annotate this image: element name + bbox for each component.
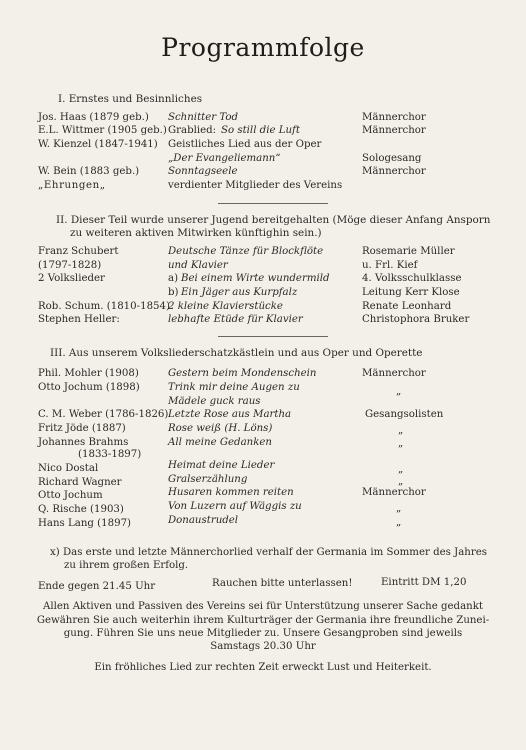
s3-title: Donaustrudel [168, 515, 239, 526]
s3-performer: Gesangsolisten [365, 409, 444, 420]
s3-composer: Hans Lang (1897) [38, 518, 132, 529]
appeal-line: Gewähren Sie auch weiterhin ihrem Kulturträger der Germania ihre freundliche Zunei- [36, 615, 490, 626]
s2-performer: Christophora Bruker [362, 314, 470, 325]
footnote-line1: x) Das erste und letzte Männerchorlied verhalf der Germania im Sommer des Jahres [50, 547, 487, 558]
s1-composer: E.L. Wittmer (1905 geb.) [38, 125, 167, 136]
s2-title: Ein Jäger aus Kurpfalz [181, 287, 298, 298]
ditto-mark: „ [398, 425, 404, 436]
s2-performer: Renate Leonhard [362, 301, 452, 312]
s3-title: Heimat deine Lieder [168, 460, 275, 471]
s3-composer: C. M. Weber (1786-1826) [38, 409, 169, 420]
end-time: Ende gegen 21.45 Uhr [38, 581, 156, 592]
s3-composer: Otto Jochum (1898) [38, 382, 140, 393]
s1-performer: Männerchor [362, 112, 426, 123]
s2-item-letter: a) [168, 273, 179, 284]
divider [218, 336, 328, 337]
s2-performer: Rosemarie Müller [362, 246, 455, 257]
footnote-line2: zu ihrem großen Erfolg. [64, 560, 189, 571]
s2-performer: 4. Volksschulklasse [362, 273, 462, 284]
s2-composer: Stephen Heller: [38, 314, 120, 325]
entry-price: Eintritt DM 1,20 [381, 577, 467, 588]
section2-heading-line2: zu weiteren aktiven Mitwirken künftighin sein.) [70, 227, 322, 239]
section3-heading: III. Aus unserem Volksliederschatzkästlein und aus Oper und Operette [50, 347, 423, 359]
s3-composer-dates: (1833-1897) [78, 449, 142, 460]
s1-title: Sonntagseele [168, 166, 238, 177]
s2-title: Bei einem Wirte wundermild [181, 273, 330, 284]
s3-title: Von Luzern auf Wäggis zu [168, 501, 302, 512]
s1-title-prefix: Grablied: [168, 125, 217, 136]
divider [218, 203, 328, 204]
s2-composer: Franz Schubert [38, 246, 119, 257]
ditto-mark: „ [398, 438, 404, 449]
s3-composer: Otto Jochum [38, 490, 103, 501]
s3-composer: Johannes Brahms [38, 437, 129, 448]
no-smoking-note: Rauchen bitte unterlassen! [212, 578, 353, 589]
s2-composer: Rob. Schum. (1810-1854) [38, 301, 170, 312]
s1-performer: Männerchor [362, 166, 426, 177]
s1-performer: Sologesang [362, 153, 422, 164]
s2-performer: Leitung Kerr Klose [362, 287, 460, 298]
s1-composer: Jos. Haas (1879 geb.) [38, 112, 149, 123]
s1-performer: Männerchor [362, 125, 426, 136]
ditto-mark: „ [398, 464, 404, 475]
s3-title: All meine Gedanken [168, 437, 272, 448]
section2-heading-line1: II. Dieser Teil wurde unserer Jugend bereitgehalten (Möge dieser Anfang Ansporn [56, 214, 491, 226]
s1-title: So still die Luft [221, 125, 300, 136]
s3-title: Letzte Rose aus Martha [168, 409, 292, 420]
s3-title: Trink mir deine Augen zu [168, 382, 300, 393]
s3-performer: Männerchor [362, 368, 426, 379]
s2-item-letter: b) [168, 287, 179, 298]
s3-composer: Fritz Jöde (1887) [38, 423, 126, 434]
s3-title: Gralserzählung [168, 474, 248, 485]
s2-composer: 2 Volkslieder [38, 273, 105, 284]
s2-title: lebhafte Etüde für Klavier [168, 314, 303, 325]
s3-performer: Männerchor [362, 487, 426, 498]
appeal-line: Allen Aktiven und Passiven des Vereins sei für Unterstützung unserer Sache gedankt [43, 601, 483, 612]
s3-title: Mädele guck raus [168, 396, 261, 407]
s2-title: Deutsche Tänze für Blockflöte [168, 246, 324, 257]
appeal-line: Samstags 20.30 Uhr [210, 641, 316, 652]
ditto-mark: „ [396, 386, 402, 397]
s3-composer: Nico Dostal [38, 463, 99, 474]
closing-motto: Ein fröhliches Lied zur rechten Zeit erweckt Lust und Heiterkeit. [94, 662, 432, 673]
s1-composer: W. Bein (1883 geb.) [38, 166, 140, 177]
ditto-mark: „ [398, 476, 404, 487]
s3-title: Rose weiß (H. Löns) [168, 423, 273, 434]
s3-title: Gestern beim Mondenschein [168, 368, 317, 379]
ditto-mark: „ [396, 503, 402, 514]
s1-title: verdienter Mitglieder des Vereins [168, 180, 343, 191]
ditto-mark: „ [396, 517, 402, 528]
s2-composer: (1797-1828) [38, 260, 102, 271]
page-title: Programmfolge [161, 33, 365, 62]
appeal-line: gung. Führen Sie uns neue Mitglieder zu. Unsere Gesangproben sind jeweils [63, 628, 463, 639]
s1-title: Geistliches Lied aus der Oper [168, 139, 322, 150]
s3-composer: Richard Wagner [38, 477, 122, 488]
s1-composer: „Ehrungen„ [38, 180, 106, 191]
s1-composer: W. Kienzel (1847-1941) [38, 139, 158, 150]
s2-title: 2 kleine Klavierstücke [168, 301, 283, 312]
s2-title: und Klavier [168, 260, 228, 271]
s3-composer: Q. Rische (1903) [38, 504, 124, 515]
s3-composer: Phil. Mohler (1908) [38, 368, 139, 379]
s3-title: Husaren kommen reiten [168, 487, 294, 498]
s1-title: Schnitter Tod [168, 112, 239, 123]
section1-heading: I. Ernstes und Besinnliches [58, 93, 203, 105]
s1-title: „Der Evangeliemann“ [168, 153, 281, 164]
s2-performer: u. Frl. Kief [362, 260, 418, 271]
